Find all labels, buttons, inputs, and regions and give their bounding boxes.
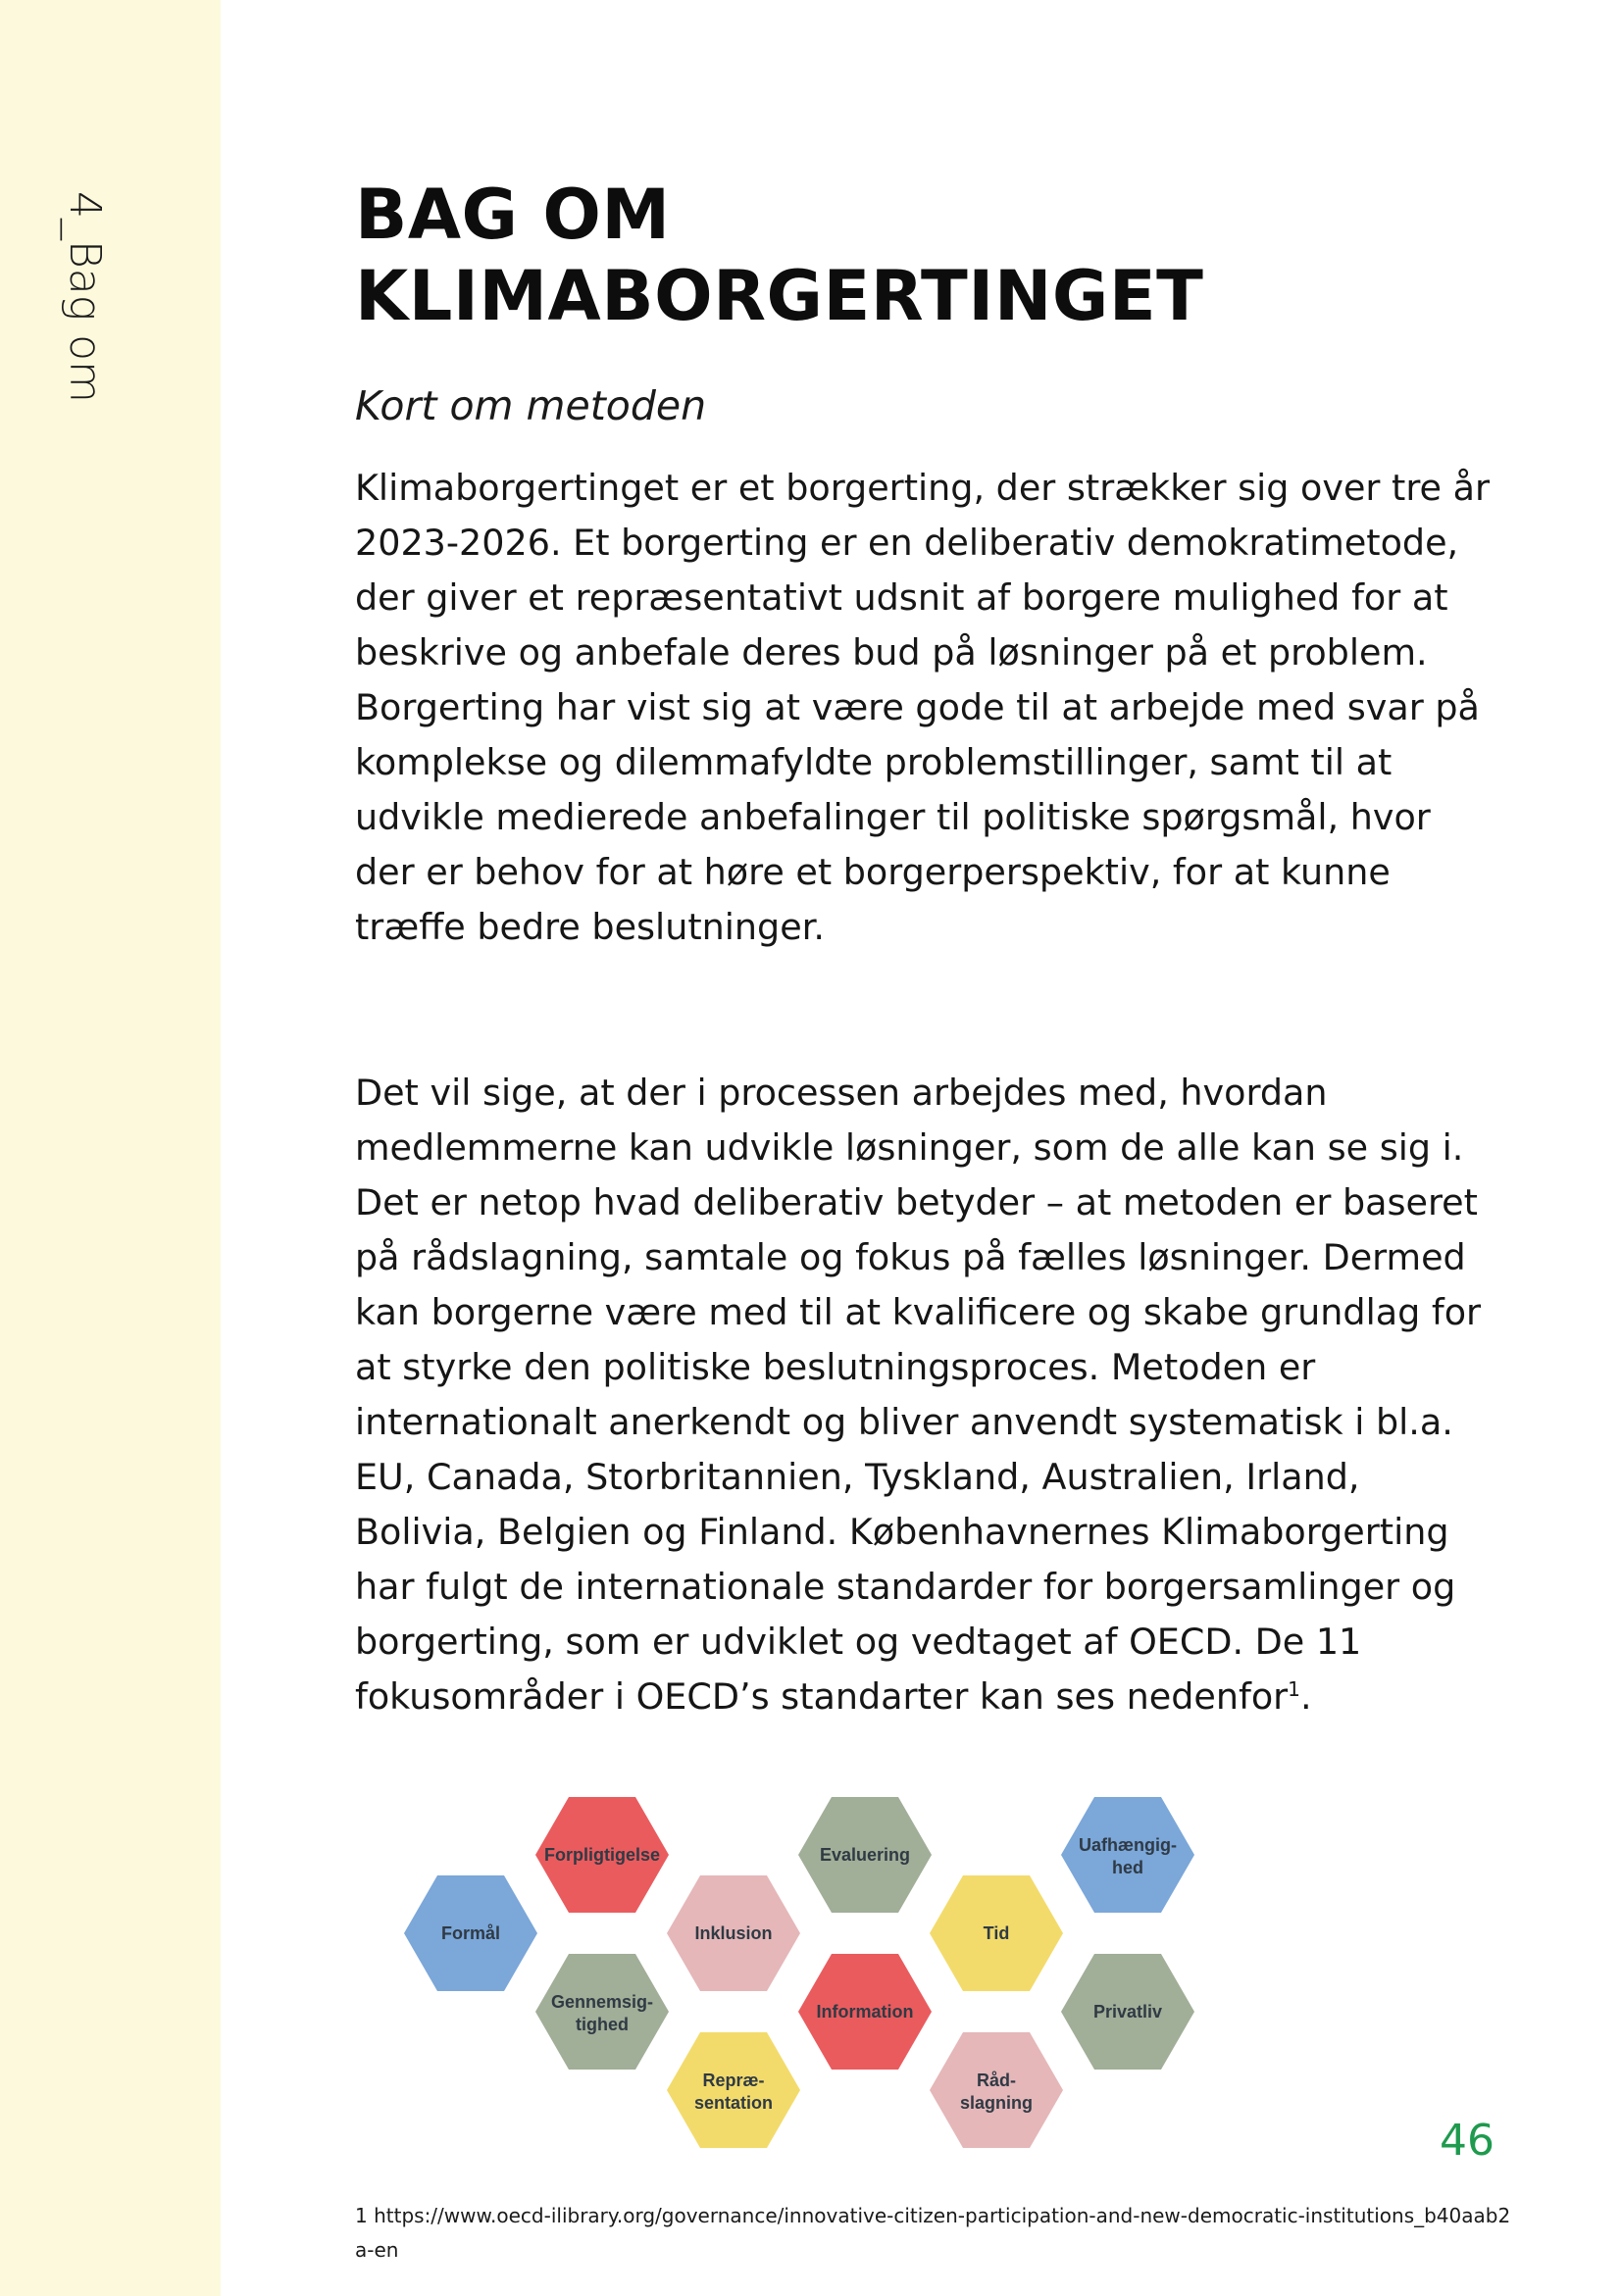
hex-shape — [930, 2032, 1063, 2148]
hex-label-line1: Forpligtigelse — [543, 1845, 661, 1865]
hex-uafhaengighed — [1061, 1797, 1194, 1913]
hex-label-line2: sentation — [693, 2093, 774, 2113]
hex-evaluering — [798, 1797, 932, 1913]
hex-privatliv — [1061, 1954, 1194, 2070]
svg-text:Formål — [441, 1923, 500, 1943]
footnote-link[interactable]: https://www.oecd-ilibrary.org/governance/innovative-citizen-participation-and-new-democratic-institutions_b40aab2a-en — [355, 2204, 1511, 2262]
hex-label-line1: Privatliv — [1092, 2002, 1163, 2021]
hex-repraesentation — [667, 2032, 800, 2148]
svg-text:Evaluering — [820, 1845, 910, 1865]
hex-label-line1: Gennemsig- — [550, 1992, 654, 2012]
hex-label-line2: slagning — [959, 2093, 1034, 2113]
hex-label-line2: hed — [1111, 1858, 1144, 1877]
hex-label-line1: Inklusion — [694, 1923, 773, 1943]
hex-forpligtigelse — [535, 1797, 669, 1913]
title-line-1: BAG OM — [355, 175, 671, 255]
hex-label-line1: Repræ- — [702, 2071, 765, 2090]
paragraph-2-text: Det vil sige, at der i processen arbejdes med, hvordan medlemmerne kan udvikle løsninger, som de alle kan se sig i. Det er netop hvad deliberativ betyder – at metoden er baseret på rådslagning, samtale og fokus på fælles løsninger. Dermed kan borgerne være med til at kvalificere og skabe grundlag for at styrke den politiske beslutningsproces. Metoden er internationalt anerkendt og bliver anvendt systematisk i bl.a. EU, Canada, Storbritannien, Tyskland, Australien, Irland, Bolivia, Belgien og Finland. Københavnernes Klimaborgerting har fulgt de internationale standarder for borgersamlinger og borgerting, som er udviklet og vedtaget af OECD. De 11 fokusområder i OECD’s standarter kan ses nedenfor — [355, 1072, 1482, 1718]
hex-raadslagning — [930, 2032, 1063, 2148]
svg-text:Forpligtigelse — [544, 1845, 660, 1865]
hex-label-line1: Tid — [983, 1923, 1010, 1943]
hex-label-line1: Evaluering — [819, 1845, 911, 1865]
hex-shape — [1061, 1797, 1194, 1913]
section-subtitle: Kort om metoden — [355, 382, 707, 429]
chapter-label: 4_Bag om — [60, 191, 110, 403]
title-line-2: KLIMABORGERTINGET — [355, 256, 1204, 336]
hex-tid — [930, 1875, 1063, 1991]
hex-label-line2: tighed — [576, 2015, 629, 2034]
footnote-number: 1 — [355, 2204, 368, 2227]
svg-text:Tid — [984, 1923, 1010, 1943]
hex-label-line1: Formål — [440, 1923, 501, 1943]
hex-information — [798, 1954, 932, 2070]
oecd-focus-areas-diagram — [392, 1784, 1275, 2196]
footnote — [355, 2199, 1512, 2268]
hex-gennemsigtighed — [535, 1954, 669, 2070]
footnote-reference: 1 — [1288, 1676, 1300, 1701]
page-title — [355, 175, 1483, 337]
paragraph-1: Klimaborgertinget er et borgerting, der strækker sig over tre år 2023-2026. Et borgerting er en deliberativ demokratimetode, der giver et repræsentativt udsnit af borgere mulighed for at beskrive og anbefale deres bud på løsninger på et problem. Borgerting har vist sig at være gode til at arbejde med svar på komplekse og dilemmafyldte problemstillinger, samt til at udvikle medierede anbefalinger til politiske spørgsmål, hvor der er behov for at høre et borgerperspektiv, for at kunne træffe bedre beslutninger. — [355, 467, 1490, 948]
hex-formaal — [404, 1875, 537, 1991]
svg-text:Information — [817, 2002, 914, 2021]
hex-inklusion — [667, 1875, 800, 1991]
hex-label-line1: Information — [816, 2002, 914, 2021]
hex-shape — [535, 1954, 669, 2070]
svg-text:Privatliv — [1093, 2002, 1162, 2021]
hex-label-line1: Uafhængig- — [1079, 1835, 1177, 1855]
paragraph-2: Det vil sige, at der i processen arbejdes med, hvordan medlemmerne kan udvikle løsninger, som de alle kan se sig i. Det er netop hvad deliberativ betyder – at metoden er baseret på rådslagning, samtale og fokus på fælles løsninger. Dermed kan borgerne være med til at kvalificere og skabe grundlag for at styrke den politiske beslutningsproces. Metoden er internationalt anerkendt og bliver anvendt systematisk i bl.a. EU, Canada, Storbritannien, Tyskland, Australien, Irland, Bolivia, Belgien og Finland. Københavnernes Klimaborgerting har fulgt de internationale standarder for borgersamlinger og borgerting, som er udviklet og vedtaget af OECD. De 11 fokusområder i OECD’s standarter kan ses nedenfor$^1$. — [355, 1072, 1482, 1718]
hex-label-line1: Råd- — [977, 2071, 1016, 2090]
svg-text:Inklusion — [694, 1923, 772, 1943]
page-number: 46 — [1440, 2116, 1494, 2166]
sidebar — [0, 0, 221, 2296]
hex-shape — [667, 2032, 800, 2148]
